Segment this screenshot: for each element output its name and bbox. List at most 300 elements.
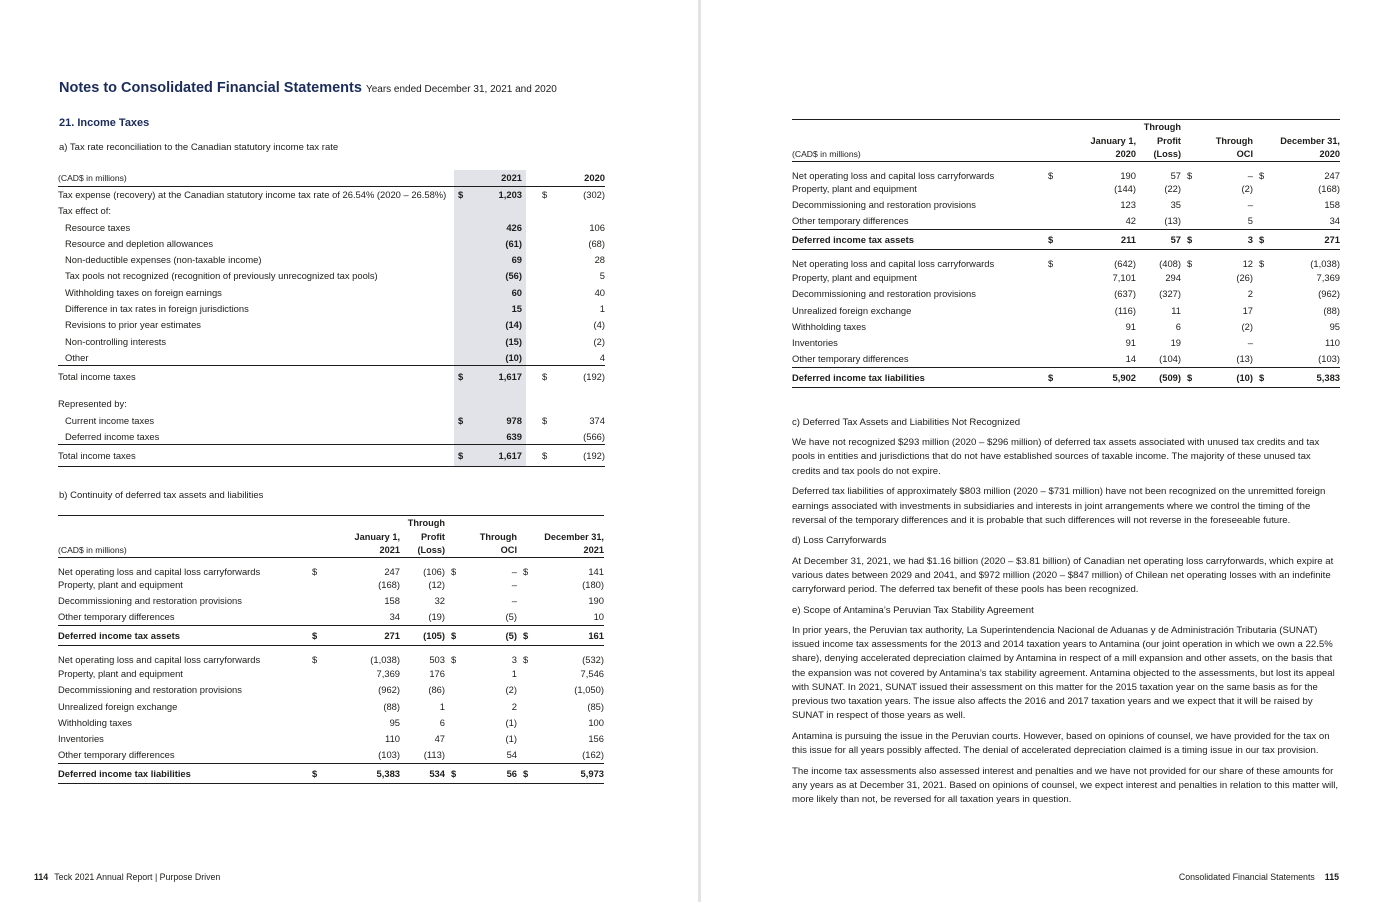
table-cell: 176 (429, 668, 445, 680)
table-cell: $ (523, 654, 529, 666)
table-cell: (CAD$ in millions) (58, 544, 308, 558)
paragraph: Antamina is pursuing the issue in the Peruvian courts. However, based on opinions of counsel, we have provided for the tax on this issue for all years possibly affected. The denial of accelerated depreciation claimed is a timing issue in our tax provision. (792, 730, 1330, 757)
table-cell: Resource and depletion allowances (65, 237, 214, 249)
table-cell: Tax expense (recovery) at the Canadian statutory income tax rate of 26.54% (2020 – 26.58%) (58, 189, 447, 201)
table-cell: 3 (511, 654, 517, 666)
table-cell: (192) (560, 366, 605, 388)
table-cell: $ (542, 189, 548, 201)
table-cell: Represented by: (58, 398, 127, 410)
table-cell: 156 (588, 733, 604, 745)
table-cell: 5,902 (1064, 367, 1138, 387)
table-cell: $ (451, 654, 457, 666)
page-subtitle: Years ended December 31, 2021 and 2020 (365, 84, 557, 95)
table-row (792, 162, 1340, 181)
table-cell: 110 (1325, 337, 1340, 349)
table-cell: (1) (505, 716, 517, 728)
table-cell: 3 (1213, 229, 1255, 249)
table-cell: $ (538, 366, 560, 388)
table-cell: – (1247, 169, 1253, 181)
table-row (58, 747, 604, 763)
table-row (58, 317, 605, 333)
table-cell: 7,369 (1316, 272, 1340, 284)
table-row (58, 235, 605, 251)
table-cell: (509) (1138, 367, 1183, 387)
part-d-title: d) Loss Carryforwards (792, 535, 887, 547)
right-page (701, 0, 1395, 902)
table-cell: 158 (384, 595, 400, 607)
table-cell: 54 (506, 749, 517, 761)
table-cell: (10) (1213, 367, 1255, 387)
table-cell: Inventories (58, 733, 104, 745)
table-row (58, 412, 605, 428)
table-cell: $ (1044, 229, 1064, 249)
table-cell: 271 (328, 625, 402, 645)
table-cell: (962) (378, 684, 400, 696)
table-cell: (2) (593, 335, 605, 347)
table-cell: Revisions to prior year estimates (65, 319, 201, 331)
table-cell: (4) (593, 319, 605, 331)
table-cell: (106) (423, 565, 445, 577)
table-cell: $ (1259, 169, 1265, 181)
table-cell: 247 (384, 565, 400, 577)
part-b-title: b) Continuity of deferred tax assets and liabilities (59, 490, 264, 501)
table-cell: (192) (560, 444, 605, 466)
table-cell: 374 (589, 414, 605, 426)
table-cell: $ (312, 565, 318, 577)
table-cell: (408) (1159, 258, 1181, 270)
table-cell: 5 (599, 270, 605, 282)
table-cell: 60 (470, 284, 526, 300)
table-cell: $ (1187, 258, 1193, 270)
table-cell: Tax pools not recognized (recognition of previously unrecognized tax pools) (65, 270, 378, 282)
table-cell: 7,546 (580, 668, 604, 680)
page-header (59, 79, 557, 97)
table-cell: (566) (583, 430, 605, 442)
table-cell: 1 (439, 700, 445, 712)
table-cell: OCI (1213, 148, 1255, 162)
table-cell: 106 (589, 221, 605, 233)
table-cell: $ (1187, 169, 1193, 181)
table-cell: (116) (1114, 304, 1136, 316)
table-cell: 6 (439, 716, 445, 728)
table-row (58, 333, 605, 349)
table-cell: Deferred income tax liabilities (58, 763, 308, 783)
table-cell: 12 (1242, 258, 1253, 270)
table-cell: – (511, 595, 517, 607)
table-cell: Other temporary differences (58, 749, 175, 761)
table-cell: 2021 (370, 544, 402, 558)
table-cell: (168) (1318, 183, 1340, 195)
table-cell: Unrealized foreign exchange (58, 700, 178, 712)
table-cell: $ (519, 625, 549, 645)
total-row (792, 367, 1340, 387)
table-cell: (5) (505, 611, 517, 623)
table-row (58, 186, 605, 202)
table-cell: Profit (421, 531, 445, 542)
table-cell: 211 (1064, 229, 1138, 249)
table-row (58, 577, 604, 593)
table-row (792, 269, 1340, 285)
table-cell: 503 (429, 654, 445, 666)
table-cell: January 1, (1090, 135, 1136, 146)
table-cell: 110 (385, 733, 400, 745)
paragraph: Deferred tax liabilities of approximately $803 million (2020 – $731 million) have not been recognized on the unremitted foreign earnings associated with investments in subsidiaries and interests in joint arrangements where we control the timing of the reversal of the temporary differences and it is probable that such differences will not reverse in the foreseeable future. (792, 486, 1326, 526)
table-cell: (5) (477, 625, 519, 645)
table-cell: 6 (1175, 320, 1181, 332)
table-cell: Deferred income tax assets (792, 229, 1044, 249)
table-cell: 15 (470, 300, 526, 316)
table-cell: 141 (588, 565, 604, 577)
notes-text (792, 414, 1340, 814)
table-cell: Net operating loss and capital loss carryforwards (58, 565, 261, 577)
table-cell: (105) (402, 625, 447, 645)
table-cell: 1 (511, 668, 517, 680)
table-cell: (10) (470, 349, 526, 365)
table-row (58, 558, 604, 577)
table-cell: 158 (1324, 199, 1340, 211)
table-row (58, 731, 604, 747)
table-cell: $ (519, 763, 549, 783)
table-cell: Difference in tax rates in foreign jurisdictions (65, 303, 249, 315)
table-cell: Net operating loss and capital loss carryforwards (792, 258, 995, 270)
table-cell: 534 (402, 763, 447, 783)
table-cell: 34 (1329, 215, 1340, 227)
table-cell: $ (1183, 367, 1213, 387)
table-cell: 5,383 (328, 763, 402, 783)
table-cell: (103) (1318, 353, 1340, 365)
table-cell: 247 (1324, 169, 1340, 181)
table-row (58, 219, 605, 235)
table-cell: (56) (470, 268, 526, 284)
page-number: 115 (1324, 872, 1339, 882)
table-cell: (68) (588, 237, 605, 249)
table-cell: 14 (1125, 353, 1136, 365)
table-cell: Non-deductible expenses (non-taxable income) (65, 254, 262, 266)
table-row (58, 284, 605, 300)
table-cell: 123 (1120, 199, 1136, 211)
table-cell: (1,038) (1310, 258, 1340, 270)
table-row (58, 203, 605, 219)
table-row (58, 396, 605, 412)
table-cell: (88) (383, 700, 400, 712)
table-cell: Decommissioning and restoration provisions (58, 595, 242, 607)
table-cell: 28 (594, 254, 605, 266)
table-cell: (CAD$ in millions) (58, 170, 454, 186)
table-cell: (642) (1114, 258, 1136, 270)
table-row (792, 197, 1340, 213)
table-cell: Deferred income taxes (65, 430, 160, 442)
table-cell: (168) (378, 579, 400, 591)
table-cell: 95 (1329, 320, 1340, 332)
table-cell: (962) (1318, 288, 1340, 300)
table-cell: (144) (1114, 183, 1136, 195)
table-cell: (19) (428, 611, 445, 623)
table-cell: $ (454, 412, 470, 428)
total-row (58, 366, 605, 388)
table-cell: (Loss) (402, 544, 447, 558)
table-cell: Other temporary differences (58, 611, 175, 623)
table-cell: – (511, 579, 517, 591)
table-cell: Deferred income tax assets (58, 625, 308, 645)
table-cell: 32 (434, 595, 445, 607)
table-cell: 190 (588, 595, 604, 607)
table-cell: 1,203 (470, 186, 526, 202)
table-cell: 4 (599, 351, 605, 363)
table-cell: (2) (1241, 320, 1253, 332)
table-cell: $ (1183, 229, 1213, 249)
table-cell: Decommissioning and restoration provisions (58, 684, 242, 696)
table-cell: $ (523, 565, 529, 577)
table-row (58, 300, 605, 316)
table-cell: (103) (378, 749, 400, 761)
table-cell: $ (447, 625, 477, 645)
table-row (792, 286, 1340, 302)
table-row (58, 714, 604, 730)
table-cell: (Loss) (1138, 148, 1183, 162)
table-cell: Other (65, 351, 89, 363)
table-row (58, 682, 604, 698)
table-cell: 7,101 (1112, 272, 1136, 284)
table-row (58, 593, 604, 609)
paragraph: We have not recognized $293 million (2020 – $296 million) of deferred tax assets associated with unused tax credits and tax pools in entities and jurisdictions that do not have established sources of taxable income. The majority of these unused tax credits and tax pools do not expire. (792, 437, 1320, 477)
table-cell: $ (1255, 229, 1285, 249)
total-row (792, 229, 1340, 249)
footer-text: Teck 2021 Annual Report | Purpose Driven (54, 872, 221, 882)
table-cell: $ (1048, 169, 1054, 181)
table-row (792, 213, 1340, 229)
table-row (792, 181, 1340, 197)
table-header-row (58, 544, 604, 558)
part-c-title: c) Deferred Tax Assets and Liabilities Not Recognized (792, 417, 1021, 428)
paragraph: In prior years, the Peruvian tax authority, La Superintendencia Nacional de Aduanas y de Administración Tributaria (SUNAT) issued income tax assessments for the 2013 and 2014 taxation years to Antamina (our joint operation in which we own a 22.5% share), denying accelerated depreciation claimed by Antamina in respect of a mill expansion and other assets, on the basis that the expansion was not covered by Antamina’s tax stability agreement. Antamina objected to the assessments, but lost its appeal with SUNAT. In 2021, SUNAT issued their assessment on this matter for the 2015 taxation year on the same basis as for the previous two taxation years. The issue also affects the 2016 and 2017 taxation years and we expect that it will be raised by SUNAT in respect of those years as well. (792, 624, 1335, 722)
table-cell: Through (1215, 135, 1253, 146)
table-cell: Through (479, 531, 517, 542)
table-cell: Withholding taxes (58, 716, 132, 728)
table-cell: 190 (1120, 169, 1136, 181)
table-cell: (162) (582, 749, 604, 761)
section-title: 21. Income Taxes (59, 117, 150, 129)
table-cell: (12) (428, 579, 445, 591)
table-cell: 40 (594, 286, 605, 298)
table-cell: 19 (1170, 337, 1181, 349)
table-cell: 56 (477, 763, 519, 783)
footer-text: Consolidated Financial Statements (1178, 872, 1315, 882)
table-cell: Unrealized foreign exchange (792, 304, 912, 316)
table-cell: – (511, 565, 517, 577)
tax-reconciliation-table (58, 170, 605, 467)
table-cell: (88) (1323, 304, 1340, 316)
table-cell: Tax effect of: (58, 205, 111, 217)
table-row (58, 349, 605, 365)
table-cell: Deferred income tax liabilities (792, 367, 1044, 387)
part-e-title: e) Scope of Antamina’s Peruvian Tax Stability Agreement (792, 604, 1034, 616)
footer-left (34, 872, 220, 882)
table-cell: $ (1044, 367, 1064, 387)
table-cell: (13) (1164, 215, 1181, 227)
table-cell: Other temporary differences (792, 215, 909, 227)
table-cell: (180) (582, 579, 604, 591)
table-cell: 1 (599, 303, 605, 315)
table-cell: (14) (470, 317, 526, 333)
table-cell: 1,617 (470, 444, 526, 466)
table-row (58, 251, 605, 267)
table-cell: Withholding taxes on foreign earnings (65, 286, 222, 298)
table-cell: 978 (470, 412, 526, 428)
footer-right (1179, 872, 1339, 882)
table-cell: 2020 (1285, 148, 1340, 162)
table-cell: (CAD$ in millions) (792, 148, 1044, 162)
table-cell: 57 (1138, 229, 1183, 249)
table-cell: (26) (1236, 272, 1253, 284)
table-cell: (13) (1236, 353, 1253, 365)
table-cell: $ (447, 763, 477, 783)
total-row (58, 763, 604, 783)
table-cell: 271 (1285, 229, 1340, 249)
table-cell: 91 (1125, 320, 1136, 332)
table-cell: 294 (1165, 272, 1181, 284)
table-cell: Through (407, 517, 445, 528)
table-cell: 35 (1170, 199, 1181, 211)
table-cell: (15) (470, 333, 526, 349)
table-cell: (327) (1159, 288, 1181, 300)
total-row (58, 625, 604, 645)
table-header-row (792, 148, 1340, 162)
page-title: Notes to Consolidated Financial Statements (59, 80, 362, 96)
table-cell: $ (1255, 367, 1285, 387)
table-cell: $ (454, 366, 470, 388)
table-cell: $ (454, 186, 470, 202)
table-cell: (532) (582, 654, 604, 666)
table-row (58, 428, 605, 444)
table-cell: (302) (583, 189, 605, 201)
table-cell: (22) (1164, 183, 1181, 195)
table-cell: 426 (470, 219, 526, 235)
table-cell: (61) (470, 235, 526, 251)
table-cell: (637) (1114, 288, 1136, 300)
table-row (58, 698, 604, 714)
table-cell: 34 (389, 611, 400, 623)
table-row (792, 318, 1340, 334)
table-cell: (2) (505, 684, 517, 696)
part-a-title: a) Tax rate reconciliation to the Canadian statutory income tax rate (59, 142, 339, 153)
table-cell: (86) (428, 684, 445, 696)
table-cell: Non-controlling interests (65, 335, 167, 347)
page-number: 114 (34, 872, 49, 882)
table-cell: Inventories (792, 337, 838, 349)
table-row (792, 249, 1340, 269)
table-cell: Decommissioning and restoration provisions (792, 288, 976, 300)
table-cell: (85) (587, 700, 604, 712)
table-cell: (2) (1241, 183, 1253, 195)
table-cell: Through (1143, 121, 1181, 132)
table-cell: 47 (434, 733, 445, 745)
table-cell: Withholding taxes (792, 320, 866, 332)
table-cell: 11 (1171, 304, 1181, 316)
table-cell: 2020 (1106, 148, 1138, 162)
table-cell: December 31, (1280, 135, 1340, 146)
table-row (58, 645, 604, 665)
table-cell: $ (312, 654, 318, 666)
table-cell: – (1247, 337, 1253, 349)
table-cell: 17 (1242, 304, 1253, 316)
table-cell: OCI (477, 544, 519, 558)
table-cell: Other temporary differences (792, 353, 909, 365)
table-cell: Profit (1157, 135, 1181, 146)
table-cell: – (1247, 199, 1253, 211)
table-cell: 2021 (549, 544, 604, 558)
table-row (792, 302, 1340, 318)
table-cell: (1,038) (370, 654, 400, 666)
table-row (58, 609, 604, 625)
table-cell: 57 (1170, 169, 1181, 181)
table-cell: Property, plant and equipment (58, 668, 183, 680)
table-cell: 91 (1125, 337, 1136, 349)
table-cell: Net operating loss and capital loss carryforwards (58, 654, 261, 666)
table-cell: Total income taxes (58, 444, 454, 466)
continuity-table-2021 (58, 515, 604, 784)
table-row (792, 351, 1340, 367)
table-cell: (104) (1159, 353, 1181, 365)
table-cell: $ (308, 763, 328, 783)
table-header-row (58, 170, 605, 186)
table-row (792, 335, 1340, 351)
table-cell: (1) (505, 733, 517, 745)
table-cell: 2 (1247, 288, 1253, 300)
continuity-table-2020 (792, 119, 1340, 388)
table-cell: $ (308, 625, 328, 645)
table-cell: Resource taxes (65, 221, 131, 233)
table-cell: 5 (1247, 215, 1253, 227)
table-cell: $ (451, 565, 457, 577)
table-cell: Property, plant and equipment (792, 272, 917, 284)
table-cell: 5,973 (549, 763, 604, 783)
table-cell: 639 (470, 428, 526, 444)
table-cell: (1,050) (574, 684, 604, 696)
table-cell: 161 (549, 625, 604, 645)
table-cell: $ (538, 444, 560, 466)
table-cell: Property, plant and equipment (58, 579, 183, 591)
table-cell: Current income taxes (65, 414, 155, 426)
table-cell: 5,383 (1285, 367, 1340, 387)
table-cell: (113) (423, 749, 445, 761)
table-cell: $ (542, 414, 548, 426)
table-cell: $ (1048, 258, 1054, 270)
table-cell: 2 (511, 700, 517, 712)
table-cell: 95 (389, 716, 400, 728)
table-cell: $ (1259, 258, 1265, 270)
table-cell: Total income taxes (58, 366, 454, 388)
table-cell: December 31, (544, 531, 604, 542)
table-cell: January 1, (354, 531, 400, 542)
table-cell: Net operating loss and capital loss carryforwards (792, 169, 995, 181)
table-cell: 2021 (470, 170, 526, 186)
table-row (58, 268, 605, 284)
table-cell: 100 (588, 716, 604, 728)
table-cell: Property, plant and equipment (792, 183, 917, 195)
table-cell: $ (454, 444, 470, 466)
table-cell: 1,617 (470, 366, 526, 388)
table-row (58, 665, 604, 681)
table-cell: 69 (470, 251, 526, 267)
table-cell: 42 (1125, 215, 1136, 227)
table-cell: Decommissioning and restoration provisions (792, 199, 976, 211)
table-cell: 7,369 (376, 668, 400, 680)
total-row (58, 444, 605, 466)
table-cell: 10 (593, 611, 604, 623)
paragraph: The income tax assessments also assessed interest and penalties and we have not provided for our share of these amounts for any years as at December 31, 2021. Based on opinions of counsel, we expect interest and penalties in relation to this matter will, more likely than not, be reversed for all taxation years in question. (792, 765, 1339, 806)
table-cell: 2020 (560, 170, 605, 186)
paragraph: At December 31, 2021, we had $1.16 billion (2020 – $3.81 billion) of Canadian net operating loss carryforwards, which expire at various dates between 2029 and 2041, and $972 million (2020 – $847 million) of Chilean net operating losses with an indefinite carryforward period. The deferred tax benefit of these pools has been recognized. (792, 555, 1334, 596)
